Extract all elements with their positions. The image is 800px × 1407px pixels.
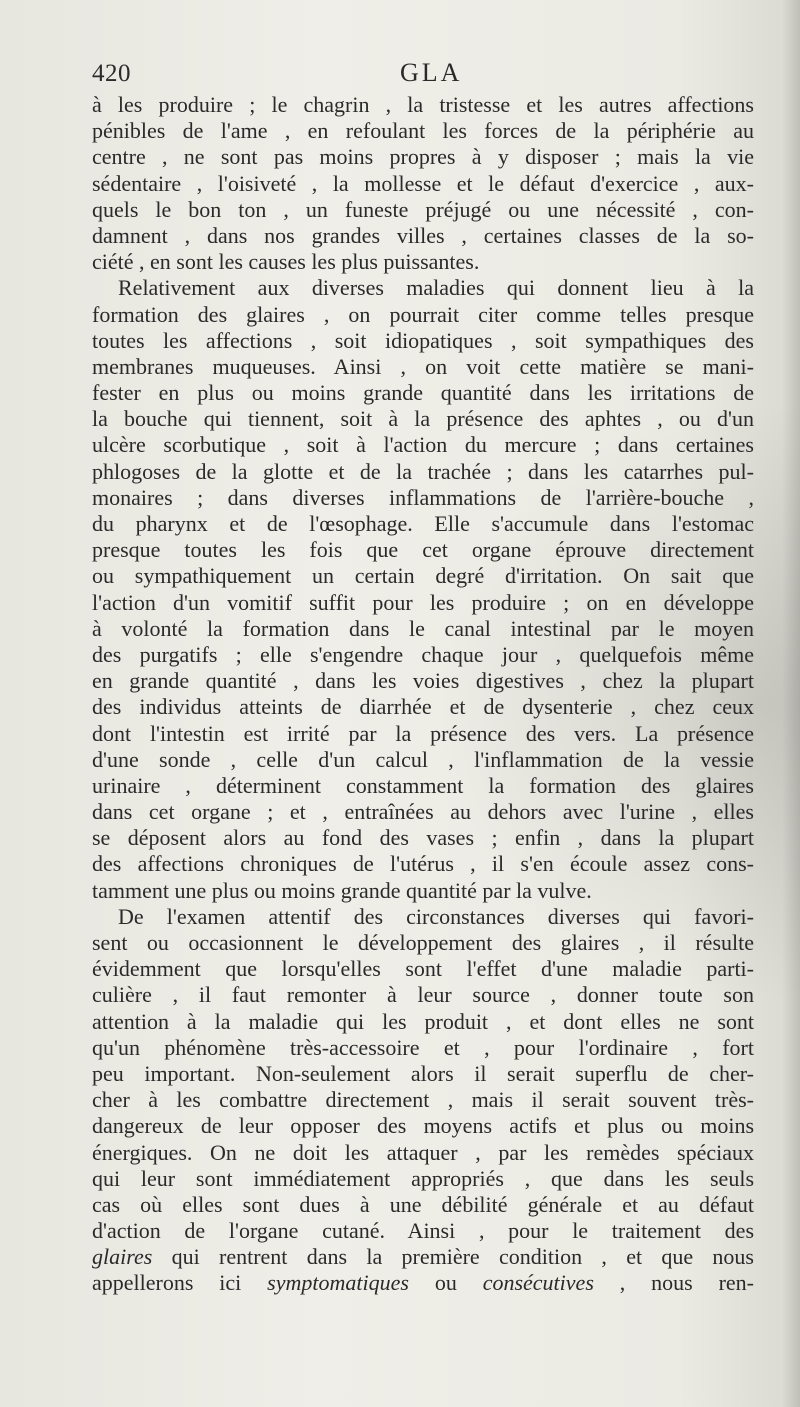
text-line: fester en plus ou moins grande quantité dans les irritations de [92, 380, 754, 406]
text-fragment: qui rentrent dans la première condition , et que nous [152, 1244, 754, 1270]
text-line: la bouche qui tiennent, soit à la présence des aphtes , ou d'un [92, 406, 754, 432]
text-line: pénibles de l'ame , en refoulant les forces de la périphérie au [92, 118, 754, 144]
text-line: dangereux de leur opposer des moyens actifs et plus ou moins [92, 1113, 754, 1139]
text-line: à volonté la formation dans le canal intestinal par le moyen [92, 615, 754, 641]
text-line: du pharynx et de l'œsophage. Elle s'accumule dans l'estomac [92, 511, 754, 536]
text-line: ciété , en sont les causes les plus puissantes. [92, 249, 480, 275]
text-line: à les produire ; le chagrin , la tristesse et les autres affections [92, 92, 754, 117]
italic-term-glaires: glaires [92, 1244, 153, 1270]
text-line: se déposent alors au fond des vases ; enfin , dans la plupart [92, 825, 754, 851]
text-line: presque toutes les fois que cet organe éprouve directement [92, 537, 754, 563]
text-line: damnent , dans nos grandes villes , certaines classes de la so- [92, 222, 754, 248]
text-line: des affections chroniques de l'utérus , il s'en écoule assez cons- [92, 851, 754, 877]
body-text [92, 92, 754, 1297]
text-line: énergiques. On ne doit les attaquer , par les remèdes spéciaux [92, 1139, 754, 1165]
text-line: en grande quantité , dans les voies digestives , chez la plupart [92, 668, 754, 694]
text-line: des individus atteints de diarrhée et de dysenterie , chez ceux [92, 694, 754, 720]
text-line: peu important. Non-seulement alors il serait superflu de cher- [92, 1060, 754, 1086]
text-line: quels le bon ton , un funeste préjugé ou une nécessité , con- [92, 196, 754, 222]
text-line: qui leur sont immédiatement appropriés , que dans les seuls [92, 1165, 754, 1191]
text-line: toutes les affections , soit idiopatiques , soit sympathiques des [92, 327, 754, 353]
running-head: GLA [400, 58, 463, 87]
text-line: ulcère scorbutique , soit à l'action du mercure ; dans certaines [92, 432, 754, 458]
text-line: membranes muqueuses. Ainsi , on voit cette matière se mani- [92, 353, 754, 379]
text-line: monaires ; dans diverses inflammations de l'arrière-bouche , [92, 484, 754, 510]
page-header [92, 56, 754, 96]
text-line: cas où elles sont dues à une débilité générale et au défaut [92, 1191, 754, 1217]
text-fragment: ou [408, 1270, 483, 1296]
text-line: formation des glaires , on pourrait citer comme telles presque [92, 301, 754, 327]
text-line-mixed [92, 1270, 754, 1296]
text-line: des purgatifs ; elle s'engendre chaque jour , quelquefois même [92, 641, 754, 667]
paragraph-start: De l'examen attentif des circonstances diverses qui favori- [118, 903, 754, 929]
text-line: sent ou occasionnent le développement des glaires , il résulte [92, 930, 754, 955]
text-line: d'action de l'organe cutané. Ainsi , pour le traitement des [92, 1218, 754, 1244]
text-line-mixed [92, 1244, 754, 1270]
text-line: ou sympathiquement un certain degré d'irritation. On sait que [92, 563, 754, 589]
text-line: l'action d'un vomitif suffit pour les produire ; on en développe [92, 589, 754, 615]
text-line: dans cet organe ; et , entraînées au dehors avec l'urine , elles [92, 799, 754, 825]
text-line: tamment une plus ou moins grande quantité par la vulve. [92, 877, 592, 903]
text-line: d'une sonde , celle d'un calcul , l'inflammation de la vessie [92, 746, 754, 772]
text-line: sédentaire , l'oisiveté , la mollesse et le défaut d'exercice , aux- [92, 170, 754, 196]
text-line: culière , il faut remonter à leur source , donner toute son [92, 982, 754, 1008]
italic-term-consecutives: consécutives [482, 1270, 594, 1296]
text-fragment: appellerons ici [92, 1270, 268, 1296]
text-line: qu'un phénomène très-accessoire et , pour l'ordinaire , fort [92, 1034, 754, 1060]
text-fragment: , nous ren- [593, 1270, 754, 1296]
paragraph-start: Relativement aux diverses maladies qui donnent lieu à la [118, 275, 754, 301]
page-number: 420 [92, 60, 131, 87]
italic-term-symptomatiques: symptomatiques [267, 1270, 409, 1296]
text-line: dont l'intestin est irrité par la présence des vers. La présence [92, 720, 754, 746]
text-line: attention à la maladie qui les produit , et dont elles ne sont [92, 1008, 754, 1034]
text-line: phlogoses de la glotte et de la trachée ; dans les catarrhes pul- [92, 458, 754, 484]
text-line: évidemment que lorsqu'elles sont l'effet d'une maladie parti- [92, 956, 754, 982]
text-line: centre , ne sont pas moins propres à y disposer ; mais la vie [92, 144, 754, 170]
text-line: urinaire , déterminent constamment la formation des glaires [92, 772, 754, 798]
text-line: cher à les combattre directement , mais il serait souvent très- [92, 1087, 754, 1113]
